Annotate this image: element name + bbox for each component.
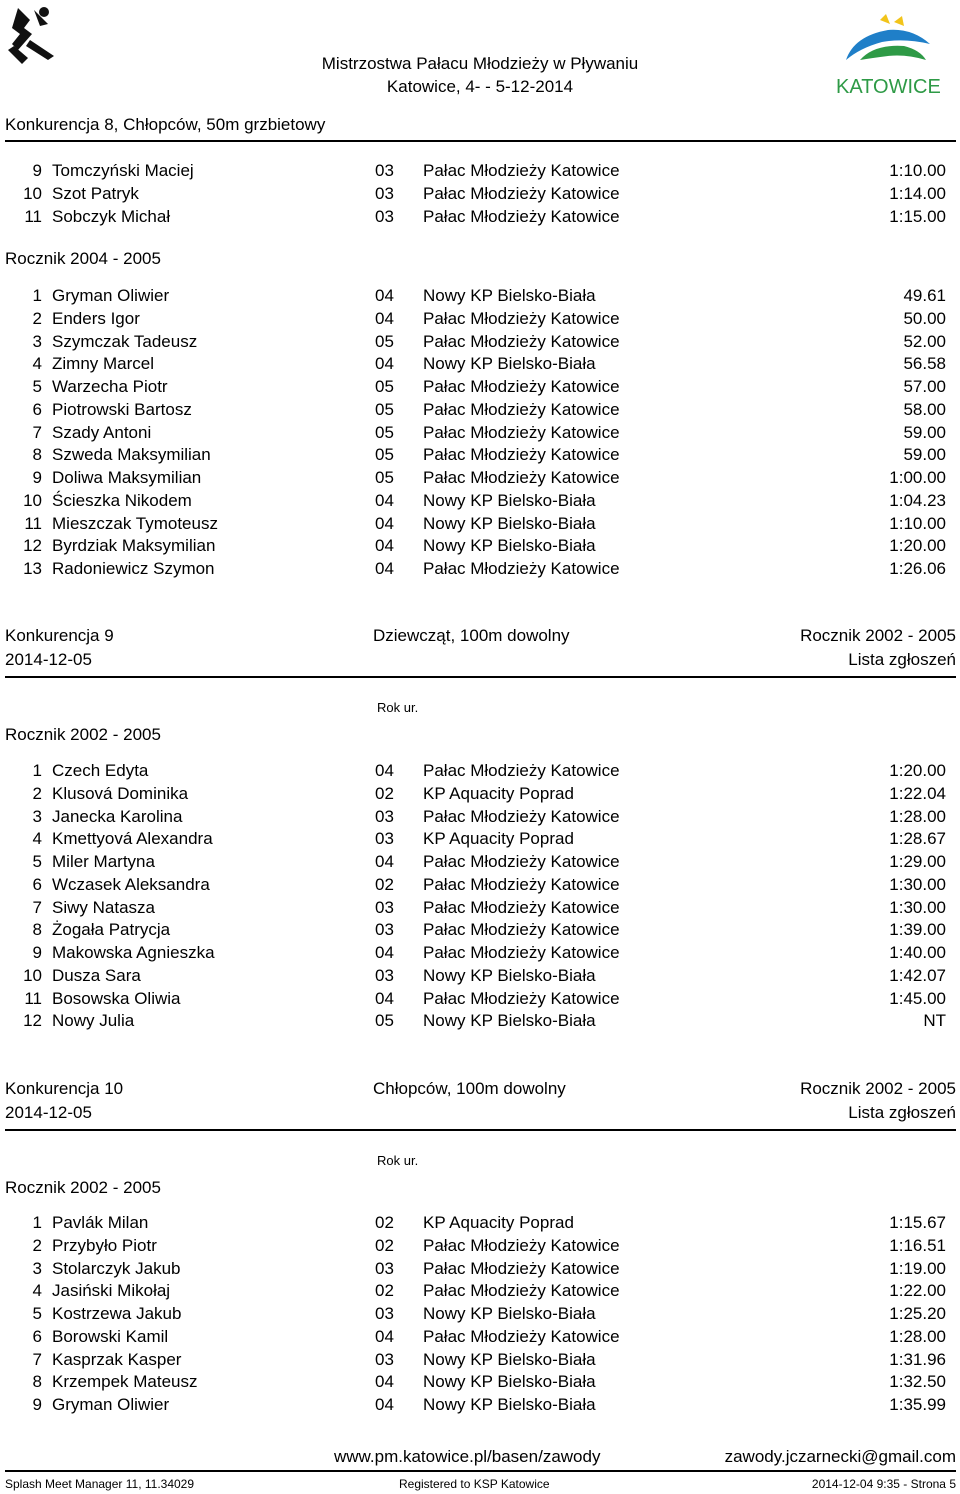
table-row: [0, 805, 960, 828]
time-cell: 1:29.00: [889, 852, 946, 871]
club-cell: KP Aquacity Poprad: [423, 783, 574, 803]
place-cell: 6: [32, 1326, 42, 1346]
time-cell: 1:10.00: [889, 513, 946, 533]
event8-title: Konkurencja 8, Chłopców, 50m grzbietowy: [5, 115, 326, 134]
table-row: [0, 534, 960, 557]
year-cell: 04: [375, 354, 394, 374]
club-cell: Nowy KP Bielsko-Biała: [423, 1011, 596, 1031]
club-cell: KP Aquacity Poprad: [423, 1213, 574, 1232]
name-cell: Janecka Karolina: [52, 806, 183, 826]
footer-page-info: 2014-12-04 9:35 - Strona 5: [811, 1477, 956, 1491]
club-cell: Pałac Młodzieży Katowice: [423, 1258, 620, 1278]
place-cell: 13: [23, 559, 42, 578]
club-cell: Pałac Młodzieży Katowice: [423, 1235, 620, 1255]
place-cell: 11: [24, 513, 42, 533]
name-cell: Sobczyk Michał: [52, 206, 171, 226]
year-cell: 03: [375, 965, 394, 985]
year-cell: 02: [375, 1213, 394, 1232]
place-cell: 11: [24, 206, 42, 226]
club-cell: Pałac Młodzieży Katowice: [423, 445, 620, 465]
place-cell: 2: [32, 308, 42, 328]
event9-desc: Dziewcząt, 100m dowolny: [373, 626, 570, 645]
event9-list-label: Lista zgłoszeń: [848, 650, 956, 669]
club-cell: Pałac Młodzieży Katowice: [423, 874, 620, 894]
club-cell: Pałac Młodzieży Katowice: [423, 988, 620, 1008]
table-row: [0, 489, 960, 512]
name-cell: Klusová Dominika: [52, 783, 189, 803]
place-cell: 8: [32, 445, 42, 465]
footer-software: Splash Meet Manager 11, 11.34029: [5, 1477, 195, 1491]
time-cell: 1:31.96: [889, 1349, 946, 1369]
table-row: [0, 873, 960, 896]
time-cell: 1:22.04: [889, 783, 946, 803]
place-cell: 5: [32, 1304, 42, 1323]
club-cell: Pałac Młodzieży Katowice: [423, 422, 620, 442]
event9-label: Konkurencja 9: [5, 626, 114, 645]
divider: [5, 1129, 956, 1131]
table-row: [0, 782, 960, 805]
club-cell: Nowy KP Bielsko-Biała: [423, 1372, 596, 1392]
table-row: [0, 159, 960, 182]
name-cell: Warzecha Piotr: [52, 377, 168, 396]
table-row: [0, 1370, 960, 1393]
name-cell: Ścieszka Nikodem: [52, 490, 192, 510]
place-cell: 10: [23, 965, 42, 985]
place-cell: 11: [24, 988, 42, 1008]
place-cell: 8: [32, 920, 42, 940]
table-row: [0, 284, 960, 307]
club-cell: Pałac Młodzieży Katowice: [423, 897, 620, 917]
time-cell: 1:22.00: [889, 1281, 946, 1301]
name-cell: Szweda Maksymilian: [52, 445, 211, 465]
club-cell: Nowy KP Bielsko-Biała: [423, 1349, 596, 1369]
name-cell: Przybyło Piotr: [52, 1235, 157, 1255]
name-cell: Krzempek Mateusz: [52, 1372, 198, 1392]
name-cell: Doliwa Maksymilian: [52, 468, 202, 487]
time-cell: 1:35.99: [889, 1395, 946, 1414]
time-cell: 1:15.67: [889, 1213, 946, 1232]
club-cell: Nowy KP Bielsko-Biała: [423, 354, 596, 374]
name-cell: Piotrowski Bartosz: [52, 399, 192, 419]
table-row: [0, 918, 960, 941]
time-cell: 1:25.20: [889, 1304, 946, 1323]
table-row: [0, 375, 960, 398]
place-cell: 3: [32, 331, 42, 351]
year-cell: 04: [375, 943, 394, 962]
year-cell: 03: [375, 806, 394, 826]
club-cell: Pałac Młodzieży Katowice: [423, 1281, 620, 1301]
name-cell: Tomczyński Maciej: [52, 161, 194, 180]
name-cell: Stolarczyk Jakub: [52, 1258, 181, 1278]
name-cell: Bosowska Oliwia: [52, 988, 181, 1008]
year-cell: 04: [375, 308, 394, 328]
name-cell: Szymczak Tadeusz: [52, 331, 198, 351]
time-cell: 1:45.00: [889, 988, 946, 1008]
time-cell: 1:10.00: [889, 161, 946, 180]
name-cell: Gryman Oliwier: [52, 286, 170, 305]
place-cell: 4: [32, 354, 42, 374]
place-cell: 9: [32, 468, 42, 487]
event9-header: [0, 624, 960, 648]
divider: [5, 140, 956, 142]
time-cell: 49.61: [903, 286, 946, 305]
year-cell: 04: [375, 490, 394, 510]
club-cell: Pałac Młodzieży Katowice: [423, 806, 620, 826]
name-cell: Dusza Sara: [52, 965, 141, 985]
club-cell: Pałac Młodzieży Katowice: [423, 943, 620, 962]
year-cell: 02: [375, 874, 394, 894]
time-cell: 59.00: [903, 445, 946, 465]
club-cell: Nowy KP Bielsko-Biała: [423, 513, 596, 533]
time-cell: 58.00: [903, 399, 946, 419]
table-row: [0, 398, 960, 421]
time-cell: 1:30.00: [889, 897, 946, 917]
table-row: [0, 443, 960, 466]
time-cell: 1:30.00: [889, 874, 946, 894]
table-row: [0, 512, 960, 535]
name-cell: Pavlák Milan: [52, 1213, 149, 1232]
club-cell: Pałac Młodzieży Katowice: [423, 331, 620, 351]
table-row: [0, 421, 960, 444]
name-cell: Radoniewicz Szymon: [52, 559, 215, 578]
time-cell: 1:16.51: [889, 1235, 946, 1255]
place-cell: 7: [32, 1349, 42, 1369]
place-cell: 12: [23, 1011, 42, 1031]
table-row: [0, 1211, 960, 1234]
name-cell: Makowska Agnieszka: [52, 943, 215, 962]
time-cell: 1:00.00: [889, 468, 946, 487]
place-cell: 1: [32, 761, 42, 780]
club-cell: Pałac Młodzieży Katowice: [423, 183, 620, 203]
year-cell: 03: [375, 206, 394, 226]
name-cell: Zimny Marcel: [52, 354, 155, 374]
katowice-logo-text: KATOWICE: [836, 76, 941, 98]
year-cell: 04: [375, 513, 394, 533]
event9-subheader: [0, 648, 960, 672]
name-cell: Szot Patryk: [52, 183, 139, 203]
time-cell: 1:14.00: [889, 183, 946, 203]
place-cell: 7: [32, 422, 42, 442]
footer-registered: Registered to KSP Katowice: [399, 1477, 550, 1491]
year-cell: 04: [375, 286, 394, 305]
place-cell: 9: [32, 943, 42, 962]
time-cell: 1:26.06: [889, 559, 946, 578]
club-cell: Nowy KP Bielsko-Biała: [423, 1304, 596, 1323]
event10-age: Rocznik 2002 - 2005: [800, 1079, 956, 1098]
year-cell: 05: [375, 331, 394, 351]
year-cell: 04: [375, 536, 394, 556]
club-cell: Pałac Młodzieży Katowice: [423, 377, 620, 396]
year-cell: 04: [375, 1395, 394, 1414]
name-cell: Mieszczak Tymoteusz: [52, 513, 218, 533]
table-row: [0, 1279, 960, 1302]
club-cell: Pałac Młodzieży Katowice: [423, 559, 620, 578]
event10-label: Konkurencja 10: [5, 1079, 124, 1098]
place-cell: 12: [23, 536, 42, 556]
place-cell: 10: [23, 183, 42, 203]
table-row: [0, 466, 960, 489]
time-cell: 1:42.07: [889, 965, 946, 985]
club-cell: Pałac Młodzieży Katowice: [423, 761, 620, 780]
table-row: [0, 896, 960, 919]
club-cell: Nowy KP Bielsko-Biała: [423, 490, 596, 510]
name-cell: Kostrzewa Jakub: [52, 1304, 182, 1323]
year-cell: 03: [375, 1349, 394, 1369]
table-row: [0, 850, 960, 873]
year-cell: 05: [375, 422, 394, 442]
table-row: [0, 330, 960, 353]
table-row: [0, 759, 960, 782]
time-cell: 50.00: [903, 308, 946, 328]
name-cell: Gryman Oliwier: [52, 1395, 170, 1414]
year-cell: 03: [375, 161, 394, 180]
table-row: [0, 827, 960, 850]
year-cell: 05: [375, 399, 394, 419]
year-cell: 05: [375, 1011, 394, 1031]
event10-rok-ur: Rok ur.: [377, 1153, 419, 1168]
club-cell: Pałac Młodzieży Katowice: [423, 920, 620, 940]
year-cell: 02: [375, 783, 394, 803]
club-cell: Pałac Młodzieży Katowice: [423, 852, 620, 871]
club-cell: Pałac Młodzieży Katowice: [423, 206, 620, 226]
divider: [5, 1470, 956, 1472]
year-cell: 04: [375, 761, 394, 780]
name-cell: Jasiński Mikołaj: [52, 1281, 171, 1301]
place-cell: 4: [32, 829, 42, 849]
divider: [5, 676, 956, 678]
meet-title: Mistrzostwa Pałacu Młodzieży w Pływaniu: [321, 54, 639, 73]
place-cell: 9: [32, 161, 42, 180]
time-cell: 1:39.00: [889, 920, 946, 940]
club-cell: KP Aquacity Poprad: [423, 829, 574, 849]
table-row: [0, 352, 960, 375]
place-cell: 6: [32, 874, 42, 894]
event10-header: [0, 1077, 960, 1101]
year-cell: 02: [375, 1235, 394, 1255]
year-cell: 03: [375, 829, 394, 849]
event10-date: 2014-12-05: [5, 1103, 92, 1122]
year-cell: 04: [375, 1372, 394, 1392]
year-cell: 04: [375, 1326, 394, 1346]
event8-group-label: Rocznik 2004 - 2005: [5, 249, 161, 268]
year-cell: 05: [375, 468, 394, 487]
club-cell: Pałac Młodzieży Katowice: [423, 399, 620, 419]
event9-group-label: Rocznik 2002 - 2005: [5, 725, 161, 744]
year-cell: 03: [375, 920, 394, 940]
name-cell: Czech Edyta: [52, 761, 149, 780]
club-cell: Nowy KP Bielsko-Biała: [423, 1395, 596, 1414]
place-cell: 2: [32, 1235, 42, 1255]
place-cell: 5: [32, 377, 42, 396]
time-cell: 1:28.67: [889, 829, 946, 849]
year-cell: 04: [375, 852, 394, 871]
time-cell: 56.58: [903, 354, 946, 374]
event10-group-label: Rocznik 2002 - 2005: [5, 1178, 161, 1197]
club-cell: Pałac Młodzieży Katowice: [423, 1326, 620, 1346]
year-cell: 03: [375, 183, 394, 203]
time-cell: 59.00: [903, 422, 946, 442]
event10-subheader: [0, 1101, 960, 1125]
time-cell: 1:28.00: [889, 806, 946, 826]
place-cell: 2: [32, 783, 42, 803]
table-row: [0, 1009, 960, 1032]
name-cell: Żogała Patrycja: [52, 920, 171, 940]
year-cell: 02: [375, 1281, 394, 1301]
place-cell: 4: [32, 1281, 42, 1301]
place-cell: 3: [32, 1258, 42, 1278]
place-cell: 1: [32, 1213, 42, 1232]
event9-age: Rocznik 2002 - 2005: [800, 626, 956, 645]
time-cell: 1:15.00: [889, 206, 946, 226]
club-cell: Nowy KP Bielsko-Biała: [423, 965, 596, 985]
year-cell: 05: [375, 445, 394, 465]
name-cell: Kasprzak Kasper: [52, 1349, 182, 1369]
name-cell: Enders Igor: [52, 308, 140, 328]
time-cell: NT: [923, 1011, 946, 1031]
event10-desc: Chłopców, 100m dowolny: [373, 1079, 566, 1098]
table-row: [0, 1325, 960, 1348]
event9-rok-ur: Rok ur.: [377, 700, 419, 715]
place-cell: 10: [23, 490, 42, 510]
event9-date: 2014-12-05: [5, 650, 92, 669]
name-cell: Kmettyová Alexandra: [52, 829, 213, 849]
table-row: [0, 1234, 960, 1257]
event10-list-label: Lista zgłoszeń: [848, 1103, 956, 1122]
club-cell: Pałac Młodzieży Katowice: [423, 161, 620, 180]
table-row: [0, 941, 960, 964]
table-row: [0, 557, 960, 580]
place-cell: 9: [32, 1395, 42, 1414]
table-row: [0, 1257, 960, 1280]
name-cell: Szady Antoni: [52, 422, 152, 442]
table-row: [0, 1302, 960, 1325]
time-cell: 52.00: [903, 331, 946, 351]
club-cell: Nowy KP Bielsko-Biała: [423, 536, 596, 556]
time-cell: 1:20.00: [889, 761, 946, 780]
footer-email-link[interactable]: zawody.jczarnecki@gmail.com: [724, 1447, 956, 1466]
year-cell: 05: [375, 377, 394, 396]
time-cell: 57.00: [903, 377, 946, 396]
place-cell: 6: [32, 399, 42, 419]
place-cell: 7: [32, 897, 42, 917]
club-cell: Pałac Młodzieży Katowice: [423, 308, 620, 328]
table-row: [0, 1348, 960, 1371]
time-cell: 1:20.00: [889, 536, 946, 556]
name-cell: Wczasek Aleksandra: [52, 874, 210, 894]
year-cell: 04: [375, 559, 394, 578]
year-cell: 03: [375, 897, 394, 917]
year-cell: 04: [375, 988, 394, 1008]
table-row: [0, 964, 960, 987]
club-cell: Pałac Młodzieży Katowice: [423, 468, 620, 487]
time-cell: 1:19.00: [889, 1258, 946, 1278]
club-cell: Nowy KP Bielsko-Biała: [423, 286, 596, 305]
table-row: [0, 182, 960, 205]
year-cell: 03: [375, 1258, 394, 1278]
time-cell: 1:04.23: [889, 490, 946, 510]
place-cell: 5: [32, 852, 42, 871]
name-cell: Miler Martyna: [52, 852, 155, 871]
table-row: [0, 307, 960, 330]
table-row: [0, 1393, 960, 1416]
meet-subtitle: Katowice, 4- - 5-12-2014: [386, 77, 574, 96]
name-cell: Siwy Natasza: [52, 897, 155, 917]
year-cell: 03: [375, 1304, 394, 1323]
time-cell: 1:40.00: [889, 943, 946, 962]
time-cell: 1:28.00: [889, 1326, 946, 1346]
place-cell: 3: [32, 806, 42, 826]
footer-website-link[interactable]: www.pm.katowice.pl/basen/zawody: [334, 1447, 601, 1466]
table-row: [0, 205, 960, 228]
place-cell: 1: [32, 286, 42, 305]
name-cell: Borowski Kamil: [52, 1326, 169, 1346]
name-cell: Nowy Julia: [52, 1011, 135, 1031]
time-cell: 1:32.50: [889, 1372, 946, 1392]
place-cell: 8: [32, 1372, 42, 1392]
table-row: [0, 987, 960, 1010]
name-cell: Byrdziak Maksymilian: [52, 536, 216, 556]
